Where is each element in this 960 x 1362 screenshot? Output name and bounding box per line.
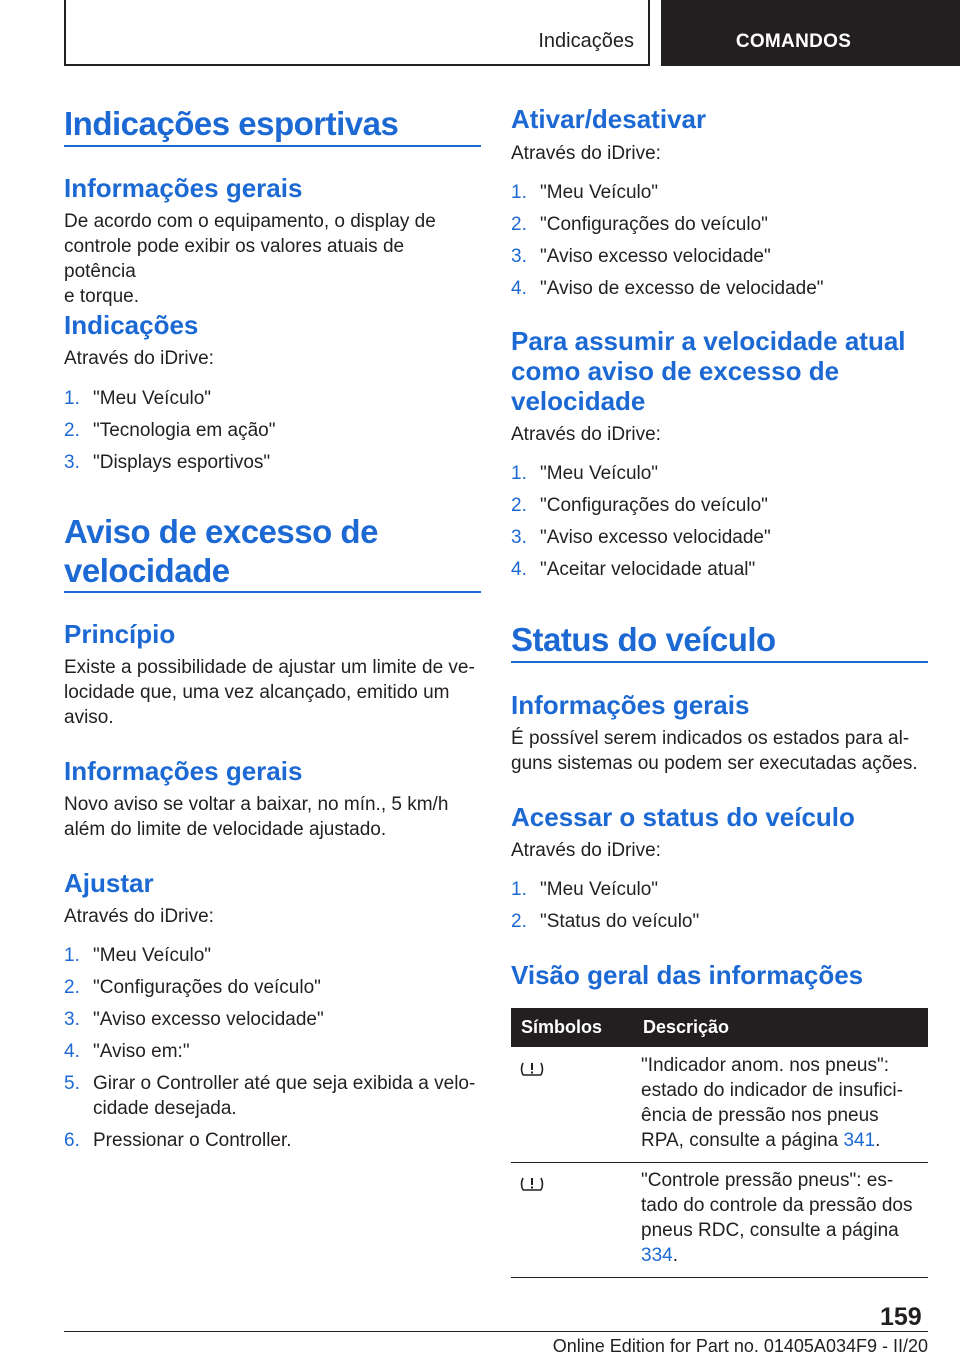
header-chapter-tab (661, 0, 960, 66)
list-number: 3. (64, 452, 80, 473)
list-number: 2. (511, 911, 527, 932)
list-text: "Configurações do veículo" (93, 977, 321, 998)
text-fragment: . (672, 1245, 678, 1266)
list-number: 1. (511, 463, 527, 484)
list-text: "Aviso excesso velocidade" (540, 527, 771, 548)
footer-rule (64, 1331, 928, 1332)
text-line: cidade desejada. (93, 1098, 237, 1119)
table-col-description: Descrição (643, 1017, 730, 1037)
tire-pressure-warning-icon (519, 1175, 545, 1193)
list-text: "Aviso em:" (93, 1041, 190, 1062)
paragraph-general-info (64, 209, 481, 309)
list-text: "Meu Veículo" (540, 182, 659, 203)
list-number: 6. (64, 1130, 80, 1151)
list-text: "Meu Veículo" (93, 388, 212, 409)
intro-idrive: Através do iDrive: (511, 143, 661, 164)
page-link[interactable]: 341 (843, 1130, 876, 1151)
text-line: e torque. (64, 286, 139, 307)
intro-idrive: Através do iDrive: (64, 906, 214, 927)
heading-adjust: Ajustar (64, 868, 154, 898)
list-number: 1. (511, 182, 527, 203)
list-text: "Meu Veículo" (540, 879, 659, 900)
text-fragment: RPA, consulte a página (641, 1130, 844, 1151)
text-line: Existe a possibilidade de ajustar um limite de ve- (64, 657, 475, 678)
text-line (641, 1243, 928, 1268)
list-text (93, 1071, 481, 1121)
list-number: 4. (511, 278, 527, 299)
heading-take-current-speed (511, 326, 906, 416)
header-section-box (64, 0, 650, 66)
title-line: Aviso de excesso de (64, 513, 378, 550)
list-text: Pressionar o Controller. (93, 1130, 292, 1151)
heading-line: Para assumir a velocidade atual (511, 326, 906, 356)
tire-pressure-warning-icon (519, 1060, 545, 1078)
intro-idrive: Através do iDrive: (64, 348, 214, 369)
page-number: 159 (880, 1303, 922, 1331)
table-row-description (641, 1168, 928, 1268)
table-col-symbols: Símbolos (521, 1017, 603, 1037)
list-number: 3. (511, 527, 527, 548)
heading-info-overview: Visão geral das informações (511, 960, 864, 990)
table-header (511, 1008, 928, 1047)
text-line: "Controle pressão pneus": es- (641, 1170, 894, 1191)
text-line: Girar o Controller até que seja exibida a velo- (93, 1073, 476, 1094)
title-line: velocidade (64, 552, 230, 589)
footer-edition: Online Edition for Part no. 01405A034F9 - II/20 (552, 1336, 928, 1356)
text-line: aviso. (64, 707, 114, 728)
text-line: "Indicador anom. nos pneus": (641, 1055, 889, 1076)
heading-principle: Princípio (64, 619, 176, 649)
list-text: "Configurações do veículo" (540, 214, 768, 235)
intro-idrive: Através do iDrive: (511, 840, 661, 861)
table-row-description (641, 1053, 928, 1153)
text-line: controle pode exibir os valores atuais de potência (64, 236, 405, 282)
title-rule (64, 145, 481, 147)
text-line (641, 1128, 928, 1153)
list-text: "Tecnologia em ação" (93, 420, 276, 441)
heading-access-status: Acessar o status do veículo (511, 802, 855, 832)
text-line: pneus RDC, consulte a página (641, 1220, 899, 1241)
list-number: 1. (511, 879, 527, 900)
list-text: "Meu Veículo" (93, 945, 212, 966)
list-number: 2. (64, 420, 80, 441)
title-rule (511, 661, 928, 663)
heading-general-info-3: Informações gerais (511, 690, 750, 720)
list-number: 3. (511, 246, 527, 267)
list-text: "Aceitar velocidade atual" (540, 559, 756, 580)
intro-idrive: Através do iDrive: (511, 424, 661, 445)
list-number: 2. (511, 495, 527, 516)
list-number: 2. (511, 214, 527, 235)
heading-line: velocidade (511, 386, 646, 416)
paragraph-principle (64, 655, 481, 730)
list-text: "Aviso de excesso de velocidade" (540, 278, 824, 299)
paragraph-general-info-3 (511, 726, 928, 776)
text-line: guns sistemas ou podem ser executadas ações. (511, 753, 918, 774)
title-vehicle-status: Status do veículo (511, 621, 776, 658)
list-text: "Displays esportivos" (93, 452, 271, 473)
text-line: É possível serem indicados os estados para al- (511, 728, 910, 749)
title-speed-warning (64, 512, 378, 590)
list-number: 1. (64, 388, 80, 409)
heading-general-info-2: Informações gerais (64, 756, 303, 786)
page-link[interactable]: 334 (641, 1245, 673, 1266)
list-number: 2. (64, 977, 80, 998)
text-fragment: . (875, 1130, 881, 1151)
list-number: 3. (64, 1009, 80, 1030)
table-row-divider (511, 1162, 928, 1163)
header-chapter-label: COMANDOS (735, 31, 852, 52)
list-text: "Aviso excesso velocidade" (93, 1009, 324, 1030)
text-line: estado do indicador de insufici- (641, 1080, 903, 1101)
list-number: 4. (511, 559, 527, 580)
header-section-label: Indicações (538, 30, 634, 52)
heading-indications: Indicações (64, 310, 199, 340)
heading-line: como aviso de excesso de (511, 356, 840, 386)
text-line: De acordo com o equipamento, o display de (64, 211, 436, 232)
list-text: "Meu Veículo" (540, 463, 659, 484)
title-sport-displays: Indicações esportivas (64, 105, 399, 142)
list-number: 4. (64, 1041, 80, 1062)
list-number: 5. (64, 1073, 80, 1094)
heading-activate-deactivate: Ativar/desativar (511, 104, 707, 134)
text-line: locidade que, uma vez alcançado, emitido um (64, 682, 450, 703)
list-text: "Status do veículo" (540, 911, 700, 932)
title-rule (64, 591, 481, 593)
text-line: tado do controle da pressão dos (641, 1195, 913, 1216)
paragraph-general-info-2 (64, 792, 481, 842)
text-line: Novo aviso se voltar a baixar, no mín., 5 km/h (64, 794, 449, 815)
list-number: 1. (64, 945, 80, 966)
list-text: "Configurações do veículo" (540, 495, 768, 516)
heading-general-info: Informações gerais (64, 173, 303, 203)
list-text: "Aviso excesso velocidade" (540, 246, 771, 267)
text-line: ência de pressão nos pneus (641, 1105, 879, 1126)
text-line: além do limite de velocidade ajustado. (64, 819, 387, 840)
table-bottom-rule (511, 1277, 928, 1278)
